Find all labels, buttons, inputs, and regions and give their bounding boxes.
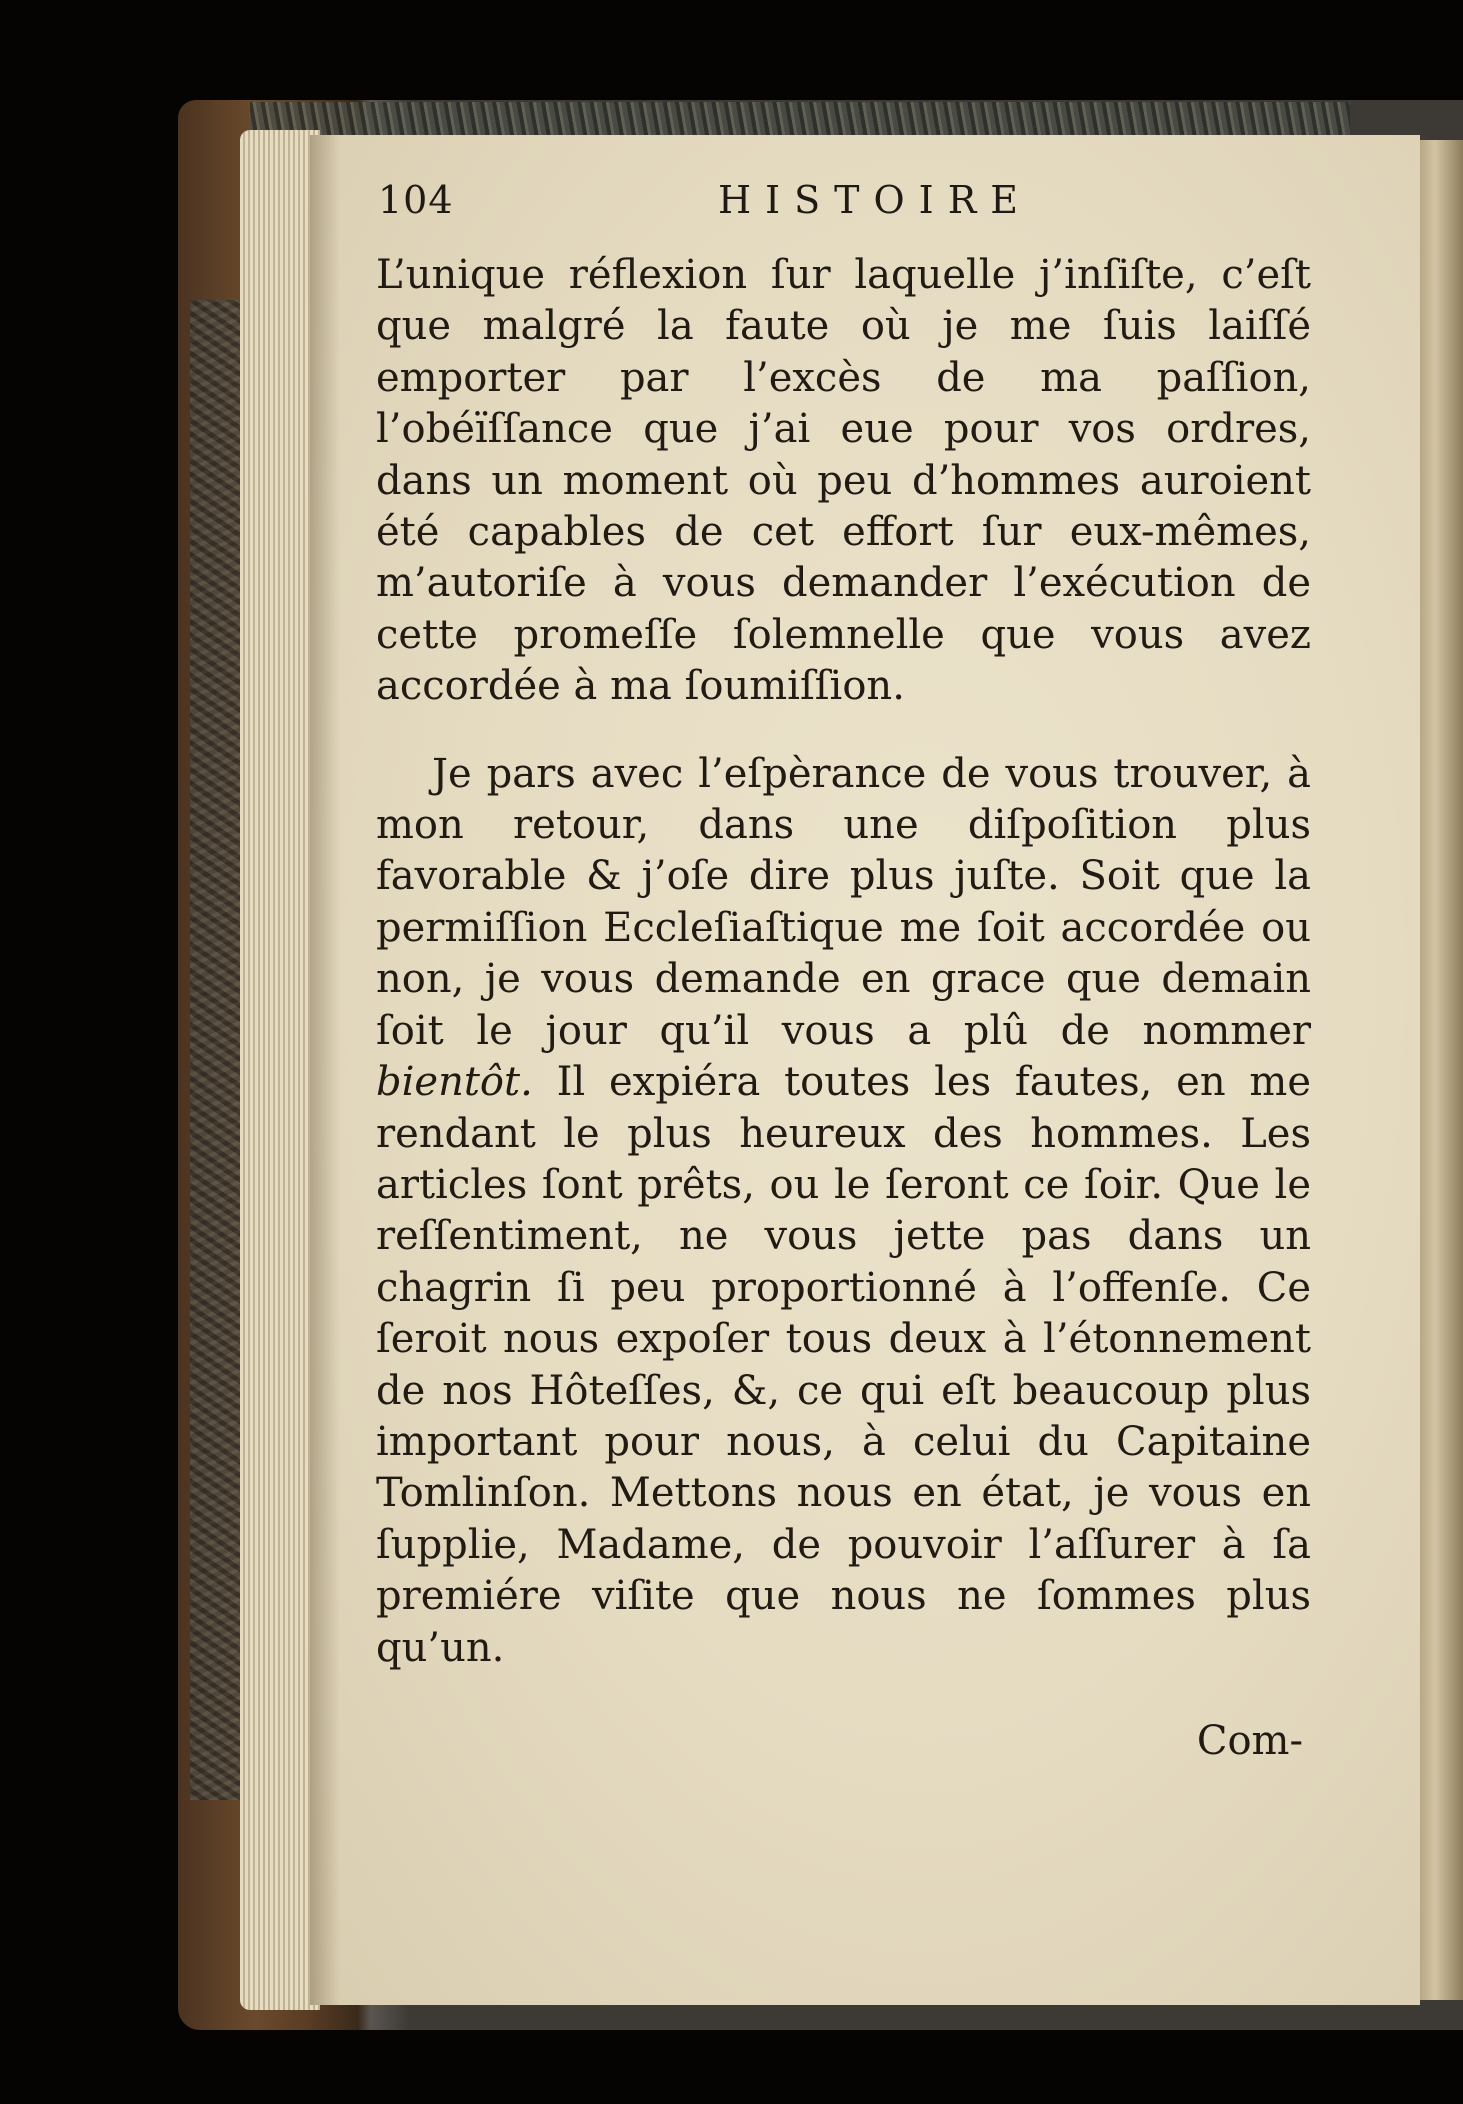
running-title: HISTOIRE: [718, 178, 1033, 222]
page-edges: [240, 130, 320, 2010]
facing-page-edge: [1420, 140, 1463, 2000]
page-body: [376, 250, 1311, 1674]
paragraph-1: L’unique réflexion ſur laquelle j’inſiſte, c’eſt que malgré la faute où je me ſuis laiſſé emporter par l’excès de ma paſſion, l’obéïſſance que j’ai eue pour vos ordres, dans un moment où peu d’hommes auroient été capables de cet effort ſur eux-mêmes, m’autoriſe à vous demander l’exécution de cette promeſſe ſolemnelle que vous avez accordée à ma ſoumiſſion.: [376, 252, 1311, 710]
catchword: Com-: [1196, 1718, 1303, 1764]
page-header: [378, 178, 1303, 238]
paragraph-2-italic: bientôt.: [376, 1059, 533, 1106]
paragraph-2-text-a: Je pars avec l’eſpèrance de vous trouver, à mon retour, dans une diſpoſition plus favorable & j’oſe dire plus juſte. Soit que la permiſſion Eccleſiaſtique me ſoit accordée ou non, je vous demande en grace que demain ſoit le jour qu’il vous a plû de nommer: [376, 750, 1311, 1054]
paragraph-2: [376, 749, 1311, 1674]
page-number: 104: [378, 178, 454, 222]
gutter-shadow: [310, 135, 340, 2005]
paragraph-2-text-b: Il expiéra toutes les fautes, en me rendant le plus heureux des hommes. Les articles ſont prêts, ou le ſeront ce ſoir. Que le reſſentiment, ne vous jette pas dans un chagrin ſi peu proportionné à l’offenſe. Ce ſeroit nous expoſer tous deux à l’étonnement de nos Hôteſſes, &, ce qui eſt beaucoup plus important pour nous, à celui du Capitaine Tomlinſon. Mettons nous en état, je vous en ſupplie, Madame, de pouvoir l’aſſurer à ſa premiére viſite que nous ne ſommes plus qu’un.: [376, 1059, 1311, 1671]
